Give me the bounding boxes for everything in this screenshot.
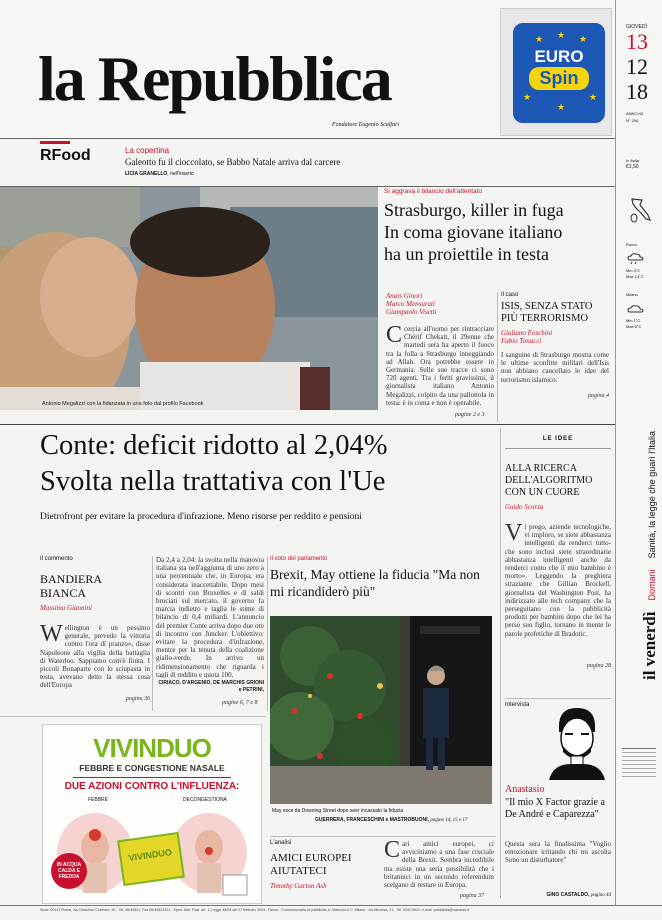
intervista-page: pagina 44 — [590, 893, 611, 898]
weather-city2-max: Max 5°C — [626, 324, 642, 329]
intervista-author: GINO CASTALDO, — [546, 892, 590, 898]
vivinduo-illustration — [43, 803, 261, 903]
cloud-rain-icon — [626, 250, 646, 264]
weather-city2-min: Min 1°C — [626, 318, 641, 323]
idee-article[interactable] — [505, 428, 611, 696]
brexit-authors-line — [315, 817, 467, 823]
date-month: 12 — [626, 54, 648, 79]
venerdi-tagline: Sanità, la legge che guarì l'Italia — [647, 431, 657, 559]
isis-kicker: Il caso — [501, 292, 519, 298]
conte-page: pagine 6, 7 e 8 — [222, 700, 258, 706]
conte-body: Da 2,4 a 2,04: la svolta nella manovra italiana sta nell'aggiunta di uno zero a una percentuale che, in Europa, era considerata inaccettabile. Dopo mesi di scontri con Bruxelles e di saldi bruciati sul mercato, il governo fa marcia indietro e taglia le stime di bilancio di 0,4 miliardi. L'annuncio del premier Conte arriva dopo due ore di incontro con Juncker. L'obiettivo: evitare la procedura d'infrazione, mentre per la tenuta della coalizione giallo-verde. In arrivo un ridimensionamento che riguarda i tagli di reddito e quota 100. — [156, 556, 264, 678]
price: €1,50 — [626, 164, 639, 170]
rfood-logo-stripe — [40, 141, 70, 144]
commento-article[interactable] — [40, 556, 150, 716]
analisi-body-text: ari amici europei, ci avviciniamo a una fase cruciale della Brexit. Sembra incredibile ma esiste una seria possibilità che i britannici in un secondo referendum scelgano di restare in Europa. — [384, 840, 494, 890]
eurospin-top: EURO — [534, 47, 584, 66]
star-icon: ★ — [579, 35, 588, 45]
vivinduo-ad[interactable] — [42, 724, 262, 904]
analisi-headline: AMICI EUROPEI AIUTATECI — [270, 852, 352, 877]
analisi-body — [384, 840, 494, 892]
venerdi-title: il venerdì — [640, 611, 659, 680]
intervista-body: Questa sera la finalissima "Voglio emozionare irritando chi mi ascolta Sono un disturbatore" — [505, 840, 611, 865]
dropcap-w: W — [40, 624, 63, 647]
dropcap-c2: C — [384, 840, 401, 863]
couple-photo — [0, 187, 378, 410]
strasburgo-kicker: Si aggrava il bilancio dell'attentato — [384, 188, 483, 195]
rfood-author: LICIA GRANELLO — [125, 171, 168, 177]
strasburgo-author: Marco Mensurati — [386, 300, 435, 308]
eurospin-logo — [511, 21, 607, 125]
intervista-headline: "Il mio X Factor grazie a De André e Caparezza" — [505, 797, 605, 820]
commento-headline: BANDIERA BIANCA — [40, 572, 102, 600]
star-icon: ★ — [589, 93, 598, 103]
right-sidebar — [615, 0, 662, 905]
rfood-kicker: La copertina — [125, 146, 170, 155]
eurospin-ad[interactable] — [500, 8, 612, 136]
strasburgo-headline-3: ha un proiettile in testa — [384, 244, 549, 264]
weather-city2: Milano — [626, 292, 638, 297]
brexit-caption: May esce da Downing Street dopo aver incassato la fiducia — [272, 808, 404, 814]
strasburgo-headline-1: Strasburgo, killer in fuga — [384, 200, 564, 220]
intervista-author-line — [505, 892, 611, 898]
date-year: 18 — [626, 79, 648, 104]
anastasio-portrait — [545, 704, 609, 780]
conte-headline-1: Conte: deficit ridotto al 2,04% — [40, 430, 388, 461]
commento-kicker: Il commento — [40, 556, 73, 562]
intervista-name: Anastasio — [505, 784, 545, 795]
masthead-founder: Fondatore Eugenio Scalfari — [332, 122, 400, 128]
venerdi-domani: Domani — [647, 569, 657, 601]
strasburgo-authors — [386, 292, 496, 316]
price-label: In Italia — [626, 158, 639, 163]
weather-city1: Roma — [626, 242, 637, 247]
star-icon: ★ — [523, 93, 532, 103]
isis-article[interactable] — [501, 292, 609, 422]
date-dayname: GIOVEDÌ — [626, 24, 647, 30]
isis-body: I sanguine di Strasburgo mostra come le ultime sconfitte militari dell'Isis non abbiano cancellato le idee del terrorismo islamico. — [501, 351, 609, 384]
sidebar-small-text — [622, 745, 656, 865]
downing-street-photo — [270, 616, 492, 804]
cloud-icon — [626, 300, 646, 314]
analisi-kicker: L'analisi — [270, 840, 292, 846]
analisi-page: pagina 37 — [460, 893, 485, 899]
idee-label: LE IDEE — [542, 436, 574, 442]
rfood-author-suffix: , nell'inserto — [167, 171, 194, 177]
dropcap-c: C — [386, 325, 403, 348]
conte-article[interactable] — [40, 428, 500, 548]
conte-headline-2: Svolta nella trattativa con l'Ue — [40, 466, 386, 497]
commento-body — [40, 624, 150, 696]
vivinduo-claim: DUE AZIONI CONTRO L'INFLUENZA: — [64, 781, 240, 792]
strasburgo-page: pagine 2 e 3 — [455, 412, 485, 418]
eurospin-bottom: Spin — [529, 67, 589, 90]
star-icon: ★ — [535, 35, 544, 45]
rfood-headline: Galeotto fu il cioccolato, se Babbo Natale arriva dal carcere — [125, 157, 341, 167]
vivinduo-right-label: DECONGESTIONA — [183, 797, 227, 803]
rfood-logo: RFood — [40, 147, 91, 164]
strasburgo-body-text: cercia all'uomo per rintracciare Chérif Chekatt, il 29enne che martedì sera ha aperto il fuoco tra la folla a Strasburgo inneggiando ad Allah. Ora potrebbe essere in Germania. Sulle sue tracce ci sono 720 agenti. Tra i feriti gravissimi, il giornalista italiano Antonio Megalizzi, colpito da una pallottola in testa: è in coma e non è operabile. — [386, 325, 494, 407]
commento-body-text: ellington è un pessimo generale, prevedo la vittoria contro l'ora di pranzo», disse Napoleone alla vigilia della battaglia di Waterloo. Sappiamo com'è finita. I piccoli Bonaparte con lo sciupasta in testa, avevano detto la stessa cosa dell'Europa — [40, 624, 150, 690]
conte-subhead: Dietrofront per evitare la procedura d'infrazione. Meno risorse per reddito e pensioni — [40, 512, 362, 522]
svg-text:VIVINDUO: VIVINDUO — [127, 847, 173, 864]
idee-body — [505, 523, 611, 663]
isis-author: Giuliano Foschini — [501, 329, 553, 337]
idee-body-text: i prego, aziende tecnologiche, vi imploro, se siete abbastanza intelligenti da renderci tutto-che sono inclusi siete straordinarie abbastanza intelligenti anche da renderci conto che il mio bambino è morto». Leggendo la preghiera straziante che Gillian Brockell, giornalista del Washington Post, ha indirizzato alle tech company che la perseguitano con la pubblicità prodotti per bambini dopo che lei ha perso suo figlio, tornano in mente le parole profetiche di Bradotic. — [505, 523, 611, 638]
intervista-article[interactable] — [505, 702, 611, 902]
brexit-kicker: Il voto del parlamento — [270, 556, 328, 562]
isis-author: Fabio Tonacci — [501, 337, 542, 345]
top-photo — [0, 187, 378, 410]
vivinduo-left-label: FEBBRE — [88, 797, 109, 803]
italy-map-icon — [624, 196, 654, 226]
venerdi-promo[interactable] — [618, 410, 662, 690]
vivinduo-subtitle: FEBBRE E CONGESTIONE NASALE — [79, 763, 225, 773]
vivinduo-brand: VIVINDUO — [93, 733, 211, 763]
footer-text: Sede: 00147 Roma, via Cristoforo Colombo, 90 - Tel. 06/49821, Fax 06/49822923 - Sped. Abb. Post. art. 1, Legge 46/04 del 27 febbraio 2004 - Roma - Concessionaria di pubblicità: A. Manzoni & C. Milano - via Nervesa, 21 - Tel. 02/574941, e-mail: pubblicita@manzoni.it — [40, 908, 470, 912]
isis-page: pagina 4 — [587, 393, 609, 399]
rfood-author-line — [125, 171, 194, 177]
intervista-label: Intervista — [505, 702, 530, 708]
top-photo-caption: Antonio Megalizzi con la fidanzata in una foto dal profilo Facebook — [42, 401, 204, 407]
brexit-authors: GUERRERA, FRANCESCHINI e MASTROBUONI, — [315, 817, 429, 823]
strasburgo-body — [386, 325, 494, 407]
analisi-article[interactable] — [270, 840, 380, 900]
masthead-title: la Repubblica — [38, 43, 391, 114]
commento-page: pagina 36 — [125, 696, 150, 702]
star-icon: ★ — [557, 103, 566, 113]
vivinduo-divider — [73, 777, 231, 778]
brexit-headline: Brexit, May ottiene la fiducia "Ma non mi ricandiderò più" — [270, 567, 480, 599]
analisi-author: Timothy Garton Ash — [270, 882, 327, 890]
isis-headline: ISIS, SENZA STATO PIÙ TERRORISMO — [501, 301, 593, 324]
rfood-bar[interactable] — [0, 139, 615, 185]
star-icon: ★ — [557, 31, 566, 41]
idee-author: Guido Scorza — [505, 503, 544, 511]
strasburgo-author: Anais Ginori — [386, 292, 423, 300]
commento-author: Massimo Giannini — [40, 604, 92, 612]
weather-city1-min: Min 4°C — [626, 268, 641, 273]
conte-authors: CIRIACO, D'ARGENIO, DE MARCHIS GRIONI e PETRINI, — [158, 680, 264, 693]
edition-small: ANNO 43 — [626, 111, 644, 116]
brexit-photo — [270, 616, 492, 804]
strasburgo-headline-2: In coma giovane italiano — [384, 222, 563, 242]
weather-city1-max: Max 13°C — [626, 274, 644, 279]
idee-headline: ALLA RICERCA DELL'ALGORITMO CON UN CUORE — [505, 463, 593, 498]
issue-number: N° 294 — [626, 118, 639, 123]
date-day: 13 — [626, 29, 648, 54]
vivinduo-badge: IN ACQUA CALDA E FREDDA — [51, 853, 87, 889]
idee-page: pagina 28 — [586, 663, 611, 669]
dropcap-v: V — [505, 523, 523, 546]
brexit-page: pagine 14, 15 e 17 — [430, 818, 468, 823]
strasburgo-author: Giampaolo Visetti — [386, 308, 437, 316]
